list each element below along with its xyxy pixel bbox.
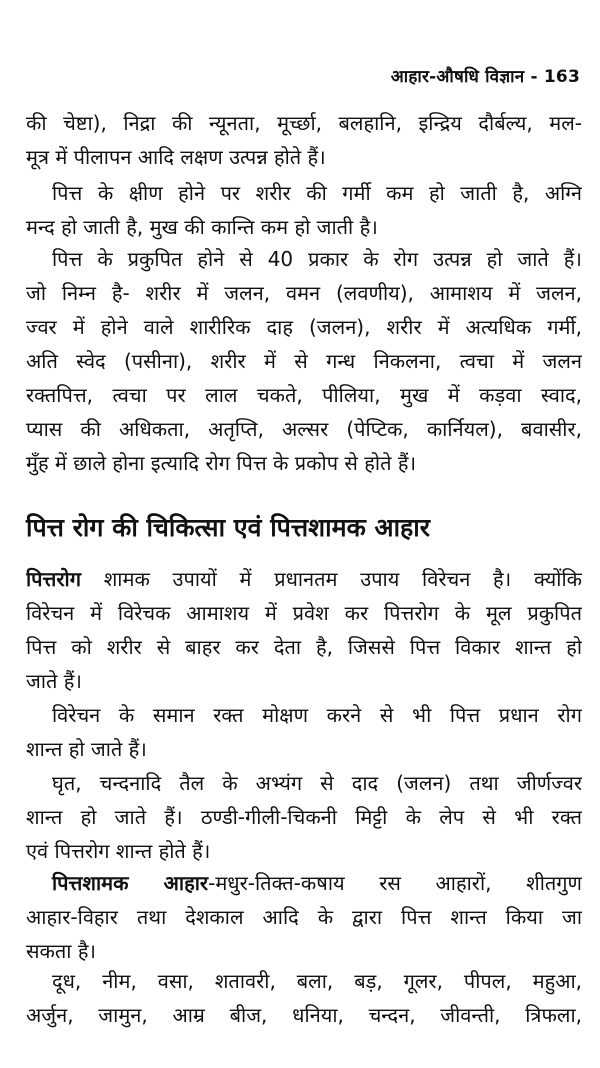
text-line: मूत्र में पीलापन आदि लक्षण उत्पन्न होते हैं। (26, 145, 326, 169)
text-line: अति स्वेद (पसीना), शरीर में से गन्ध निकलना, त्वचा में जलन (26, 349, 582, 373)
text-line: पित्त को शरीर से बाहर कर देता है, जिससे पित्त विकार शान्त हो (26, 635, 582, 659)
paragraph-3 (26, 242, 582, 480)
text-line: मन्द हो जाती है, मुख की कान्ति कम हो जाती है। (26, 215, 378, 239)
paragraph-4 (26, 562, 582, 698)
text-line (26, 866, 582, 900)
text-line: सकता है। (26, 939, 97, 963)
text-line: प्यास की अधिकता, अतृप्ति, अल्सर (पेप्टिक, कार्नियल), बवासीर, (26, 417, 582, 441)
text-line: विरेचन में विरेचक आमाशय में प्रवेश कर पित्तरोग के मूल प्रकुपित (26, 601, 582, 625)
running-header (391, 64, 580, 87)
text-line: शान्त हो जाते हैं। (26, 737, 147, 761)
line-text: -मधुर-तिक्त-कषाय रस आहारों, शीतगुण (208, 871, 582, 895)
text-line: जो निम्न है- शरीर में जलन, वमन (लवणीय), आमाशय में जलन, (26, 281, 582, 305)
text-line: पित्त के प्रकुपित होने से 40 प्रकार के रोग उत्पन्न हो जाते हैं। (52, 247, 582, 271)
text-line: शान्त हो जाते हैं। ठण्डी-गीली-चिकनी मिट्टी के लेप से भी रक्त (26, 805, 582, 829)
text-line: जाते हैं। (26, 669, 82, 693)
paragraph-2 (26, 176, 582, 244)
text-line: रक्तपित्त, त्वचा पर लाल चकते, पीलिया, मुख में कड़वा स्वाद, (26, 383, 582, 407)
paragraph-8 (26, 964, 582, 1032)
text-line: मुँह में छाले होना इत्यादि रोग पित्त के प्रकोप से होते हैं। (26, 451, 417, 475)
bold-lead-term: पित्तरोग (26, 567, 81, 591)
paragraph-1 (26, 106, 582, 174)
section-heading: पित्त रोग की चिकित्सा एवं पित्तशामक आहार (26, 513, 430, 542)
text-line: विरेचन के समान रक्त मोक्षण करने से भी पित्त प्रधान रोग (52, 703, 582, 727)
text-line: घृत, चन्दनादि तैल के अभ्यंग से दाद (जलन) तथा जीर्णज्वर (52, 771, 582, 795)
line-text: शामक उपायों में प्रधानतम उपाय विरेचन है। क्योंकि (80, 567, 582, 591)
text-line: अर्जुन, जामुन, आम्र बीज, धनिया, चन्दन, जीवन्ती, त्रिफला, (26, 1003, 582, 1027)
text-line: दूध, नीम, वसा, शतावरी, बला, बड़, गूलर, पीपल, महुआ, (52, 969, 582, 993)
paragraph-5 (26, 698, 582, 766)
text-line: की चेष्टा), निद्रा की न्यूनता, मूर्च्छा, बलहानि, इन्द्रिय दौर्बल्य, मल- (26, 111, 582, 135)
text-line: एवं पित्तरोग शान्त होते हैं। (26, 839, 211, 863)
running-title: आहार-औषधि विज्ञान (390, 67, 525, 87)
paragraph-6 (26, 766, 582, 868)
text-line: ज्वर में होने वाले शारीरिक दाह (जलन), शरीर में अत्यधिक गर्मी, (26, 315, 582, 339)
text-line: आहार-विहार तथा देशकाल आदि के द्वारा पित्त शान्त किया जा (26, 905, 582, 929)
bold-lead-term: पित्तशामक आहार (52, 871, 209, 895)
header-separator: - (530, 67, 538, 87)
page-number: 163 (543, 67, 580, 87)
paragraph-7 (26, 866, 582, 968)
text-line: पित्त के क्षीण होने पर शरीर की गर्मी कम हो जाती है, अग्नि (52, 181, 582, 205)
text-line (26, 562, 582, 596)
